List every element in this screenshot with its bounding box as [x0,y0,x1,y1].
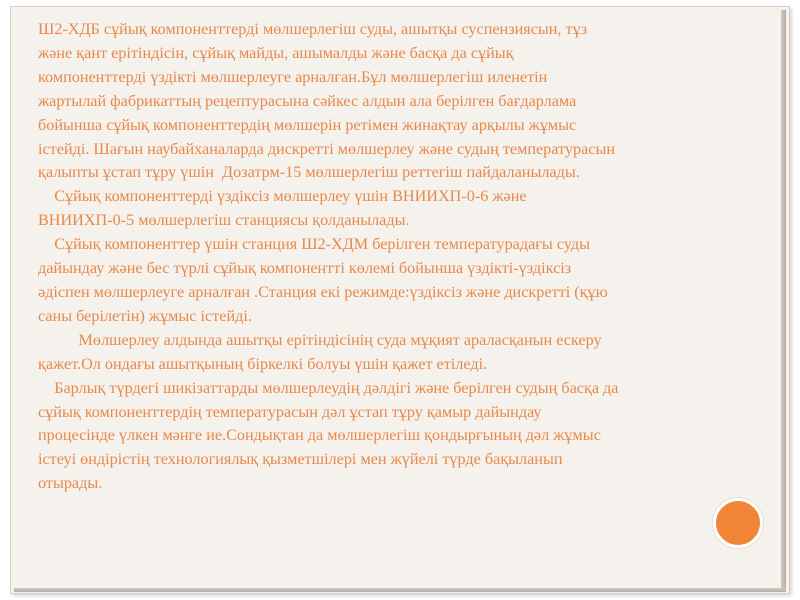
panel-bottom-edge [14,588,786,592]
panel-right-edge [781,10,786,590]
accent-circle [713,498,763,548]
body-text: Ш2-ХДБ сұйық компоненттерді мөлшерлегіш суды, ашытқы суспензиясын, тұз және қант ерітіндісін, сұйық майды, ашымалды және басқа да сұйық компоненттерді үздікті мөлшерлеуге арналған.Бұл мөлшерлегіш иленетін жартылай фабрикаттың рецептурасына сәйкес алдын ала берілген бағдарлама бойынша сұйық компоненттердің мөлшерін ретімен жинақтау арқылы жұмыс істейді. Шағын наубайханаларда дискретті мөлшерлеу және судың температурасын қалыпты ұстап тұру үшін Дозатрм-15 мөлшерлегіш реттегіш пайдаланылады. Сұйық компоненттерді үздіксіз мөлшерлеу үшін ВНИИХП-0-6 және ВНИИХП-0-5 мөлшерлегіш станциясы қолданылады. Сұйық компоненттер үшін станция Ш2-ХДМ берілген температурадағы суды дайындау және бес түрлі сұйық компонентті көлемі бойынша үздікті-үздіксіз әдіспен мөлшерлеуге арналған .Станция екі режимде:үздіксіз және дискретті (құю саны берілетін) жұмыс істейді. Мөлшерлеу алдында ашытқы ерітіндісінің суда мұқият араласқанын ескеру қажет.Ол ондағы ашытқының біркелкі болуы үшін қажет етіледі. Барлық түрдегі шикізаттарды мөлшерлеудің дәлдігі және берілген судың басқа да сұйық компоненттердің температурасын дәл ұстап тұру қамыр дайындау процесінде үлкен мәнге ие.Сондықтан да мөлшерлегіш қондырғының дәл жұмыс істеуі өндірістің технологиялық қызметшілері мен жүйелі түрде бақыланып отырады. [38,20,619,493]
